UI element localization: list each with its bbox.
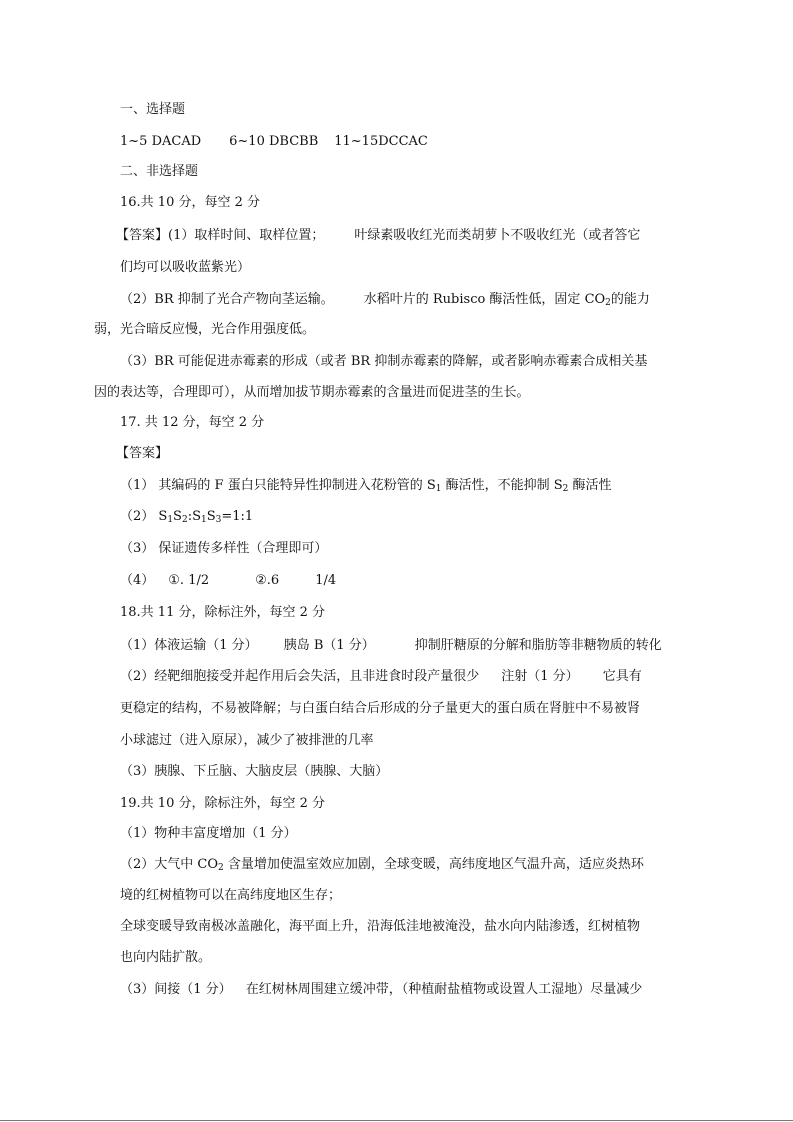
q16-answer-3-continued: 因的表达等，合理即可），从而增加拔节期赤霉素的含量进而促进茎的生长。 <box>94 385 530 400</box>
q18-answer-2-part2: 注射（1 分） <box>501 669 579 684</box>
q18-answer-2-part3: 它具有 <box>602 669 642 684</box>
q17-answer-2-sub3: 1 <box>200 515 207 525</box>
q18-answer-1-part3: 抑制肝糖原的分解和脂肪等非糖物质的转化 <box>414 638 662 653</box>
q19-answer-2-continued-3: 也向内陆扩散。 <box>120 950 212 965</box>
q18-header: 18.共 11 分，除标注外，每空 2 分 <box>120 605 326 620</box>
q18-answer-2 <box>120 669 642 685</box>
q19-answer-2-continued-2: 全球变暖导致南极冰盖融化，海平面上升，沿海低洼地被淹没，盐水向内陆渗透，红树植物 <box>120 919 641 934</box>
q18-answer-1 <box>120 638 662 654</box>
q17-answer-2-part2: S <box>173 509 182 524</box>
q17-answer-2-part1: （2） S <box>120 509 168 524</box>
section-heading-multiple-choice: 一、选择题 <box>120 102 186 117</box>
q16-answer-3: （3）BR 可能促进赤霉素的形成（或者 BR 抑制赤霉素的降解，或者影响赤霉素合成相关基 <box>120 354 648 369</box>
q17-answer-4-label: （4） <box>120 573 155 588</box>
q16-answer-2-part1: （2）BR 抑制了光合产物向茎运输。 <box>120 292 334 307</box>
q17-header: 17. 共 12 分，每空 2 分 <box>120 415 265 430</box>
q17-answer-2-part3: :S <box>187 509 201 524</box>
q16-answer-1-text: 叶绿素吸收红光而类胡萝卜不吸收红光（或者答它 <box>354 228 641 243</box>
q17-answer-4 <box>120 573 336 589</box>
q19-answer-2-subscript: 2 <box>218 863 224 873</box>
q17-answer-2-sub1: 1 <box>167 515 174 525</box>
q18-answer-1-part2: 胰岛 B（1 分） <box>283 638 375 653</box>
q19-answer-3-part1: （3）间接（1 分） <box>120 982 232 997</box>
q17-answer-4-value2: ②.6 <box>255 573 280 588</box>
q19-header: 19.共 10 分，除标注外，每空 2 分 <box>120 796 326 811</box>
q17-answer-1-part3: 酶活性 <box>568 478 612 493</box>
q17-answer-2 <box>120 509 253 525</box>
q16-answer-1 <box>116 228 640 244</box>
q19-answer-2 <box>120 857 644 873</box>
q16-answer-2-part2: 水稻叶片的 Rubisco 酶活性低，固定 CO <box>363 292 606 307</box>
mc-answers-11-15: 11~15DCCAC <box>334 134 428 149</box>
q18-answer-2-continued-2: 小球滤过（进入原尿），减少了被排泄的几率 <box>120 733 374 748</box>
q17-answer-1 <box>120 478 612 494</box>
q19-answer-2-part2: 含量增加使温室效应加剧，全球变暖，高纬度地区气温升高，适应炎热环 <box>223 857 644 872</box>
q16-answer-2-subscript: 2 <box>605 298 611 308</box>
q19-answer-3 <box>120 982 642 998</box>
mc-answers-row <box>120 134 428 150</box>
q18-answer-1-part1: （1）体液运输（1 分） <box>120 638 258 653</box>
q17-answer-4-value3: 1/4 <box>315 573 337 588</box>
q16-answer-1-label: 【答案】(1）取样时间、取样位置； <box>116 228 325 243</box>
q16-answer-2-continued: 弱，光合暗反应慢，光合作用强度低。 <box>94 322 316 337</box>
q18-answer-2-continued-1: 更稳定的结构，不易被降解；与白蛋白结合后形成的分子量更大的蛋白质在肾脏中不易被肾 <box>120 701 641 716</box>
q19-answer-2-part1: （2）大气中 CO <box>120 857 219 872</box>
q16-answer-2 <box>120 292 650 308</box>
q17-answer-2-part4: S <box>206 509 216 524</box>
page-bottom-divider <box>0 1120 793 1121</box>
q19-answer-1: （1）物种丰富度增加（1 分） <box>120 826 297 841</box>
q17-answer-2-sub4: 3 <box>215 515 222 525</box>
mc-answers-1-5: 1~5 DACAD <box>120 134 202 149</box>
section-heading-non-multiple-choice: 二、非选择题 <box>120 164 199 179</box>
q17-answer-3: （3） 保证遗传多样性（合理即可） <box>120 541 328 556</box>
q17-answer-2-part5: =1:1 <box>221 509 254 524</box>
q17-answer-4-value1: ①. 1/2 <box>168 573 210 588</box>
q17-answer-1-part2: 酶活性，不能抑制 S <box>441 478 563 493</box>
q16-header: 16.共 10 分，每空 2 分 <box>120 195 261 210</box>
q17-answer-2-sub2: 2 <box>181 515 188 525</box>
q17-answer-1-part1: （1） 其编码的 F 蛋白只能特异性抑制进入花粉管的 S <box>120 478 436 493</box>
q19-answer-3-part2: 在红树林周围建立缓冲带，（种植耐盐植物或设置人工湿地）尽量减少 <box>245 982 643 997</box>
mc-answers-6-10: 6~10 DBCBB <box>229 134 319 149</box>
q16-answer-1-continued: 们均可以吸收蓝紫光） <box>120 260 251 275</box>
q17-answer-1-sub2: 2 <box>562 484 569 494</box>
q16-answer-2-part3: 的能力 <box>610 292 650 307</box>
q18-answer-2-part1: （2）经靶细胞接受并起作用后会失活，且非进食时段产量很少 <box>120 669 480 684</box>
q18-answer-3: （3）胰腺、下丘脑、大脑皮层（胰腺、大脑） <box>120 764 389 779</box>
q19-answer-2-continued-1: 境的红树植物可以在高纬度地区生存； <box>120 888 342 903</box>
q17-answer-label: 【答案】 <box>116 446 169 461</box>
q17-answer-1-sub1: 1 <box>435 484 442 494</box>
